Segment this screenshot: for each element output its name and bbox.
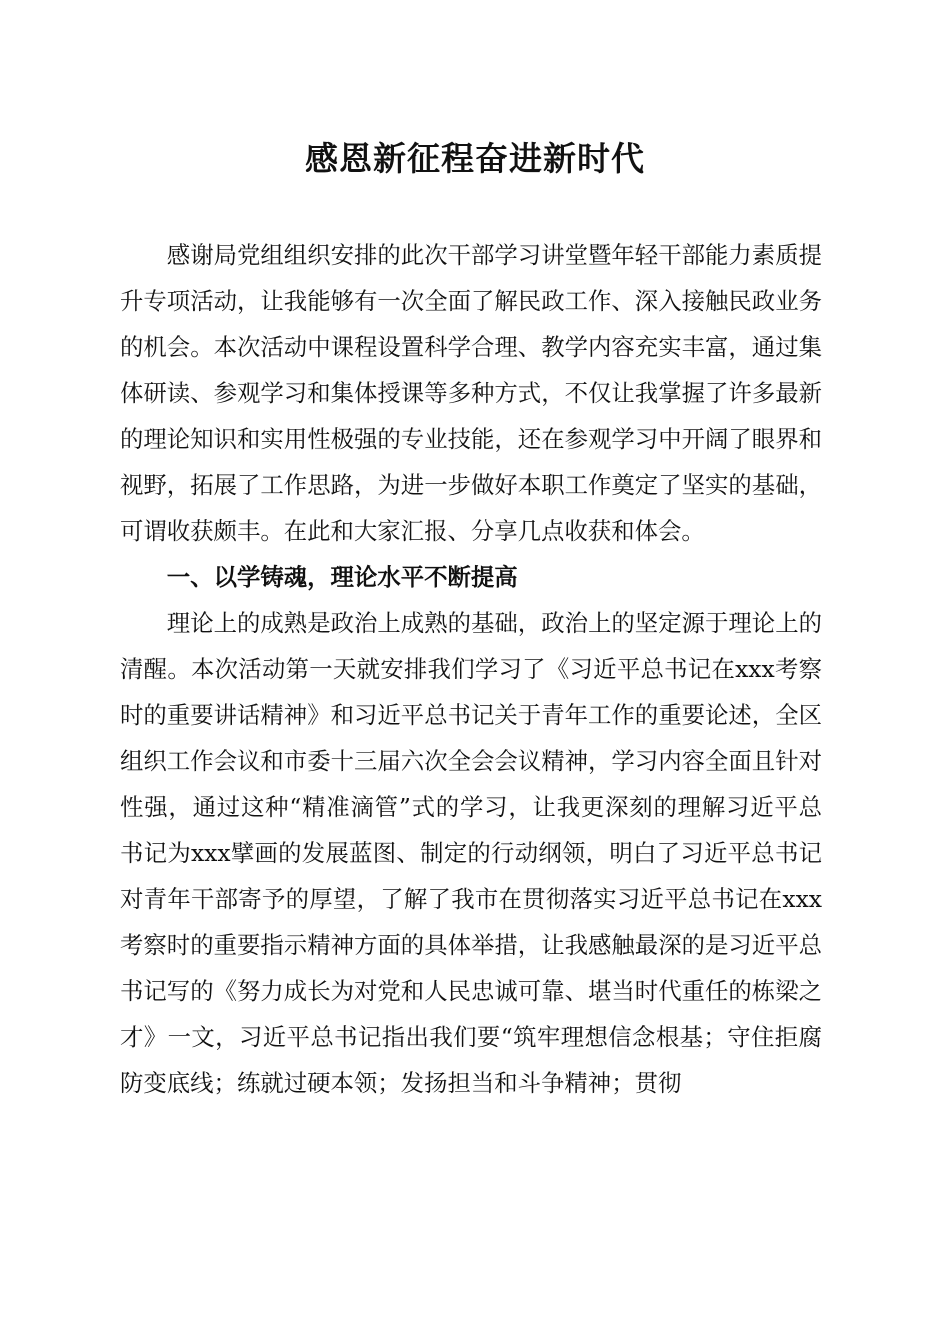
section-paragraph: 理论上的成熟是政治上成熟的基础，政治上的坚定源于理论上的清醒。本次活动第一天就安排我们学习了《习近平总书记在xxx考察时的重要讲话精神》和习近平总书记关于青年工作的重要论述，全区组织工作会议和市委十三届六次全会会议精神，学习内容全面且针对性强，通过这种“精准滴管”式的学习，让我更深刻的理解习近平总书记为xxx擘画的发展蓝图、制定的行动纲领，明白了习近平总书记对青年干部寄予的厚望，了解了我市在贯彻落实习近平总书记在xxx考察时的重要指示精神方面的具体举措，让我感触最深的是习近平总书记写的《努力成长为对党和人民忠诚可靠、堪当时代重任的栋梁之才》一文，习近平总书记指出我们要“筑牢理想信念根基；守住拒腐防变底线；练就过硬本领；发扬担当和斗争精神；贯彻: [120, 609, 822, 1097]
intro-paragraph: 感谢局党组组织安排的此次干部学习讲堂暨年轻干部能力素质提升专项活动，让我能够有一次全面了解民政工作、深入接触民政业务的机会。本次活动中课程设置科学合理、教学内容充实丰富，通过集体研读、参观学习和集体授课等多种方式，不仅让我掌握了许多最新的理论知识和实用性极强的专业技能，还在参观学习中开阔了眼界和视野，拓展了工作思路，为进一步做好本职工作奠定了坚实的基础，可谓收获颇丰。在此和大家汇报、分享几点收获和体会。: [120, 241, 822, 545]
section-heading: 一、以学铸魂，理论水平不断提高: [166, 563, 518, 591]
document-title: 感恩新征程奋进新时代: [305, 139, 645, 178]
document-body: [120, 232, 822, 1106]
